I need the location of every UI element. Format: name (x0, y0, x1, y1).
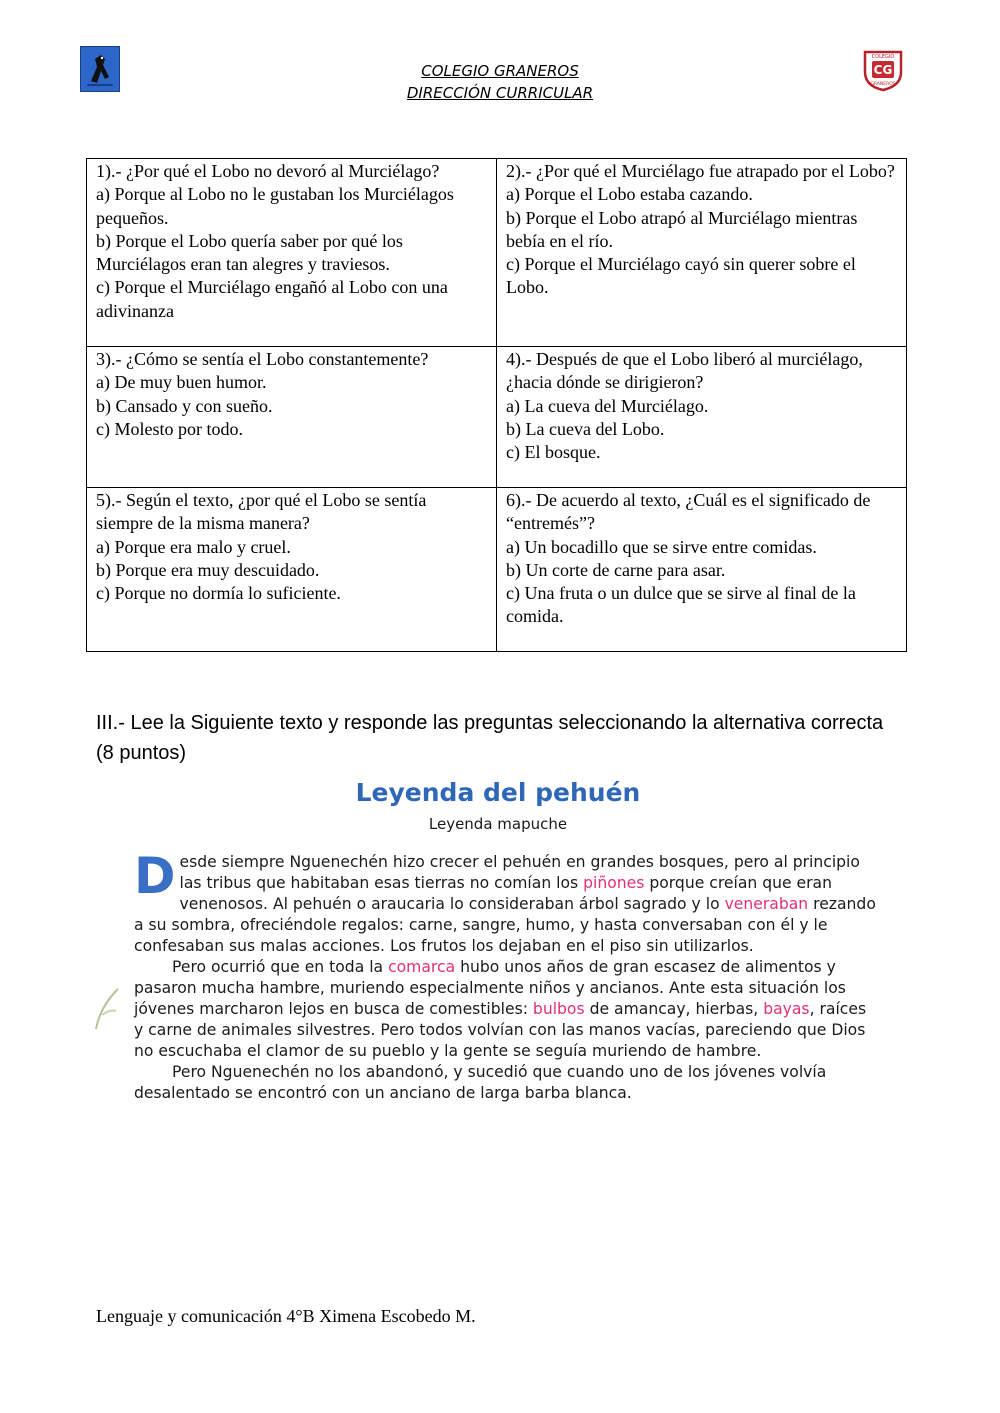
text-run: rezando a su sombra, ofreciéndole regalos: carne, sangre, humo, y hasta conversaban con él y le confesaban sus malas acciones. Los frutos los dejaban en el piso sin utilizarlos. (134, 895, 876, 955)
text-run: Pero Nguenechén no los abandonó, y sucedió que cuando uno de los jóvenes volvía desalentado se encontró con un anciano de larga barba blanca. (134, 1063, 827, 1102)
question-text: 1).- ¿Por qué el Lobo no devoró al Murciélago? (96, 161, 440, 181)
option-a: a) La cueva del Murciélago. (506, 395, 709, 416)
text-run: hubo unos años de gran escasez de alimentos y pasaron mucha hambre, muriendo especialmente niños y ancianos. Ante esta situación los jóvenes marcharon lejos en busca de comestibles: (134, 958, 846, 1018)
logo-arc-bottom-text: GRANEROS (870, 82, 896, 87)
option-c: c) El bosque. (506, 442, 601, 463)
reading-subtitle: Leyenda mapuche (428, 815, 568, 833)
reading-excerpt (98, 770, 878, 1222)
question-cell (497, 159, 907, 347)
option-b: b) Cansado y con sueño. (96, 395, 273, 416)
option-a: a) Porque el Lobo estaba cazando. (506, 184, 753, 205)
option-c: c) Porque no dormía lo suficiente. (96, 583, 341, 604)
question-cell (497, 488, 907, 652)
keyword: veneraban (724, 895, 809, 913)
page-footer: Lenguaje y comunicación 4°B Ximena Escobedo M. (96, 1306, 476, 1326)
option-c: c) Molesto por todo. (96, 418, 243, 439)
option-a: a) Porque era malo y cruel. (96, 536, 291, 557)
question-text: 6).- De acuerdo al texto, ¿Cuál es el significado de “entremés”? (506, 490, 871, 534)
table-row (87, 347, 907, 488)
option-c: c) Una fruta o un dulce que se sirve al final de la comida. (506, 583, 856, 627)
keyword: bulbos (532, 1000, 585, 1018)
text-run: de amancay, hierbas, (584, 1000, 764, 1018)
department-name: DIRECCIÓN CURRICULAR (406, 84, 594, 102)
text-run: porque creían que eran venenosos. Al pehuén o araucaria lo consideraban árbol sagrado y lo (179, 874, 832, 913)
option-c: c) Porque el Murciélago cayó sin querer sobre el Lobo. (506, 254, 856, 298)
text-run: , raíces y carne de animales silvestres. Pero todos volvían con las manos vacías, pareciendo que Dios no escuchaba el clamor de su pueblo y la gente se seguía muriendo de hambre. (134, 1000, 867, 1060)
logo-arc-top-text: COLEGIO (871, 54, 895, 60)
questions-table (86, 158, 907, 652)
paragraph-3 (134, 1062, 878, 1104)
option-b: b) Porque era muy descuidado. (96, 559, 320, 580)
question-cell (87, 347, 497, 488)
school-name: COLEGIO GRANEROS (421, 62, 579, 80)
reading-title: Leyenda del pehuén (355, 778, 641, 807)
option-c: c) Porque el Murciélago engañó al Lobo con una adivinanza (96, 277, 448, 321)
option-a: a) Un bocadillo que se sirve entre comidas. (506, 536, 817, 557)
question-cell (87, 488, 497, 652)
question-cell (87, 159, 497, 347)
keyword: comarca (388, 958, 456, 976)
page-header (0, 60, 1000, 104)
keyword: bayas (763, 1000, 810, 1018)
option-b: b) Un corte de carne para asar. (506, 559, 726, 580)
paragraph-1 (134, 847, 878, 957)
option-a: a) Porque al Lobo no le gustaban los Murciélagos pequeños. (96, 184, 454, 228)
text-run: esde siempre Nguenechén hizo crecer el pehuén en grandes bosques, pero al principio las tribus que habitaban esas tierras no comían los (179, 853, 860, 892)
question-text: 4).- Después de que el Lobo liberó al murciélago, ¿hacia dónde se dirigieron? (506, 349, 863, 393)
text-run: Pero ocurrió que en toda la (172, 958, 389, 976)
paragraph-2 (134, 957, 878, 1062)
option-b: b) La cueva del Lobo. (506, 418, 665, 439)
question-text: 3).- ¿Cómo se sentía el Lobo constantemente? (96, 349, 429, 369)
drop-cap: D (134, 847, 176, 905)
logo-cg-text: CG (873, 63, 893, 77)
keyword: piñones (583, 874, 645, 892)
option-b: b) Porque el Lobo atrapó al Murciélago mientras bebía en el río. (506, 207, 858, 251)
table-row (87, 159, 907, 347)
question-text: 2).- ¿Por qué el Murciélago fue atrapado por el Lobo? (506, 161, 895, 181)
section-instruction: III.- Lee la Siguiente texto y responde las preguntas seleccionando la alternativa correcta (8 puntos) (96, 712, 884, 764)
question-text: 5).- Según el texto, ¿por qué el Lobo se sentía siempre de la misma manera? (96, 490, 427, 534)
reading-body (98, 847, 878, 1104)
option-b: b) Porque el Lobo quería saber por qué los Murciélagos eran tan alegres y traviesos. (96, 230, 403, 275)
question-cell (497, 347, 907, 488)
table-row (87, 488, 907, 652)
option-a: a) De muy buen humor. (96, 372, 267, 393)
